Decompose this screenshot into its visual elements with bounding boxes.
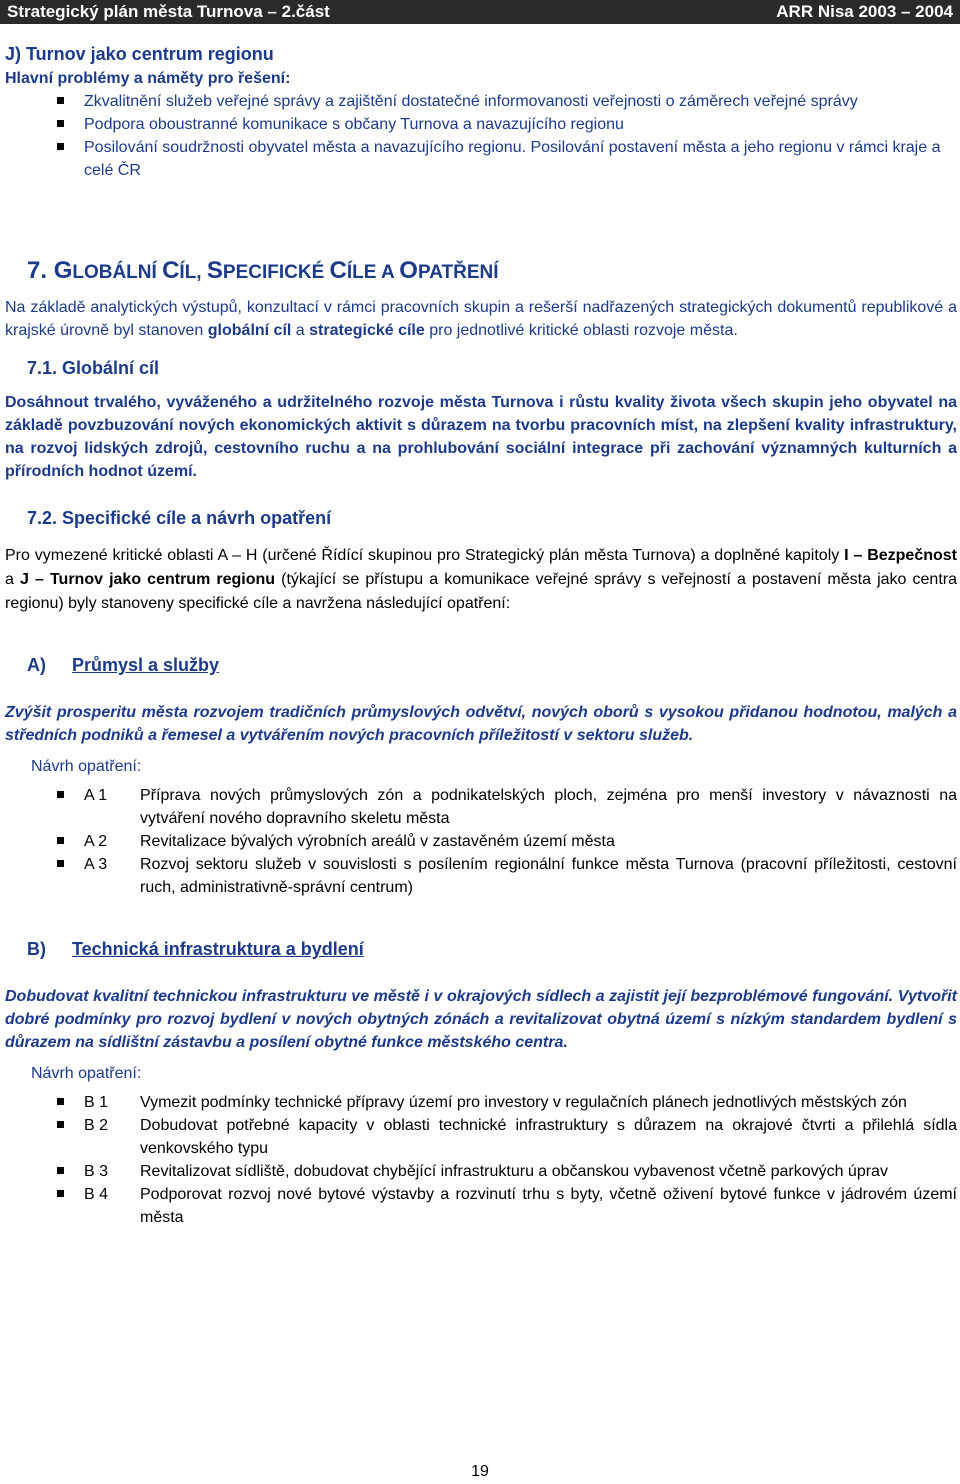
- section-j-subtitle: Hlavní problémy a náměty pro řešení:: [5, 70, 291, 87]
- section-b-measures: [5, 1091, 957, 1229]
- section-7-2-intro: Pro vymezené kritické oblasti A – H (určené Řídící skupinou pro Strategický plán města Turnova) a doplněné kapitoly I – Bezpečnost a J – Turnov jako centrum regionu (týkající se přístupu a komunikace veřejné správy s veřejností a postavení města jako centra regionu) byly stanoveny specifické cíle a navržena následující opatření:: [5, 547, 957, 612]
- list-item: B 2 Dobudovat potřebné kapacity v oblasti technické infrastruktury s důrazem na okrajové čtvrti a přilehlá sídla venkovského typu: [5, 1114, 957, 1160]
- bullet-square-icon: [57, 860, 64, 867]
- list-item: A 3 Rozvoj sektoru služeb v souvislosti s posílením regionální funkce města Turnova (pracovní příležitosti, cestovní ruch, administrativně-správní centrum): [5, 853, 957, 899]
- section-a-measures: [5, 784, 957, 899]
- section-j-list: [5, 90, 957, 182]
- page-content: [5, 41, 957, 1229]
- list-item: A 2 Revitalizace bývalých výrobních areálů v zastavěném území města: [5, 830, 957, 853]
- header-left: Strategický plán města Turnova – 2.část: [7, 2, 330, 21]
- bullet-square-icon: [57, 1098, 64, 1105]
- global-goal-text: Dosáhnout trvalého, vyváženého a udržitelného rozvoje města Turnova i růstu kvality života všech skupin jeho obyvatel na základě povzbuzování nových ekonomických aktivit s důrazem na tvorbu pracovních míst, na zlepšení kvality infrastruktury, na rozvoj lidských zdrojů, cestovního ruchu a na prohlubování sociální integrace při zachování významných kulturních a přírodních hodnot území.: [5, 394, 957, 480]
- list-item: B 1 Vymezit podmínky technické přípravy území pro investory v regulačních plánech jednotlivých městských zón: [5, 1091, 957, 1114]
- page-number: 19: [471, 1463, 489, 1480]
- section-a-navrh-label: Návrh opatření:: [31, 758, 142, 775]
- section-b-aim: Dobudovat kvalitní technickou infrastrukturu ve městě i v okrajových sídlech a zajistit její bezproblémové fungování. Vytvořit dobré podmínky pro rozvoj bydlení v nových obytných zónách a revitalizovat obytná území s nízkým standardem bydlení s důrazem na sídlištní zástavbu a posílení obytné funkce městského centra.: [5, 988, 957, 1051]
- page-header: [0, 0, 960, 24]
- section-a-aim: Zvýšit prosperitu města rozvojem tradičních průmyslových odvětví, nových oborů s vysokou přidanou hodnotou, malých a středních podniků a řemesel a vytvářením nových pracovních příležitostí v sektoru služeb.: [5, 704, 957, 744]
- bullet-square-icon: [57, 120, 64, 127]
- bullet-square-icon: [57, 143, 64, 150]
- chapter-7-paragraph: Na základě analytických výstupů, konzultací v rámci pracovních skupin a rešerší nadřazených strategických dokumentů republikové a krajské úrovně byl stanoven globální cíl a strategické cíle pro jednotlivé kritické oblasti rozvoje města.: [5, 299, 957, 339]
- section-b-heading: B) Technická infrastruktura a bydlení: [27, 939, 364, 959]
- bullet-square-icon: [57, 1167, 64, 1174]
- section-b-navrh-label: Návrh opatření:: [31, 1065, 142, 1082]
- bullet-square-icon: [57, 837, 64, 844]
- bullet-square-icon: [57, 97, 64, 104]
- list-item: Podpora oboustranné komunikace s občany Turnova a navazujícího regionu: [5, 113, 957, 136]
- section-a-heading: A) Průmysl a služby: [27, 655, 220, 675]
- list-item: A 1 Příprava nových průmyslových zón a podnikatelských ploch, zejména pro menší investory v návaznosti na vytváření nového dopravního skeletu města: [5, 784, 957, 830]
- section-j-title: J) Turnov jako centrum regionu: [5, 44, 274, 64]
- header-right: ARR Nisa 2003 – 2004: [776, 2, 953, 21]
- section-7-1-heading: 7.1. Globální cíl: [27, 358, 160, 378]
- bullet-square-icon: [57, 1190, 64, 1197]
- bullet-square-icon: [57, 1121, 64, 1128]
- list-item: Posilování soudržnosti obyvatel města a navazujícího regionu. Posilování postavení města a jeho regionu v rámci kraje a celé ČR: [5, 136, 957, 182]
- list-item: B 3 Revitalizovat sídliště, dobudovat chybějící infrastrukturu a občanskou vybavenost včetně parkových úprav: [5, 1160, 957, 1183]
- section-7-2-heading: 7.2. Specifické cíle a návrh opatření: [27, 508, 332, 528]
- list-item: Zkvalitnění služeb veřejné správy a zajištění dostatečné informovanosti veřejnosti o záměrech veřejné správy: [5, 90, 957, 113]
- chapter-7-heading: 7. GLOBÁLNÍ CÍL, SPECIFICKÉ CÍLE A OPATŘENÍ: [27, 257, 499, 284]
- list-item: B 4 Podporovat rozvoj nové bytové výstavby a rozvinutí trhu s byty, včetně oživení bytové funkce v jádrovém území města: [5, 1183, 957, 1229]
- bullet-square-icon: [57, 791, 64, 798]
